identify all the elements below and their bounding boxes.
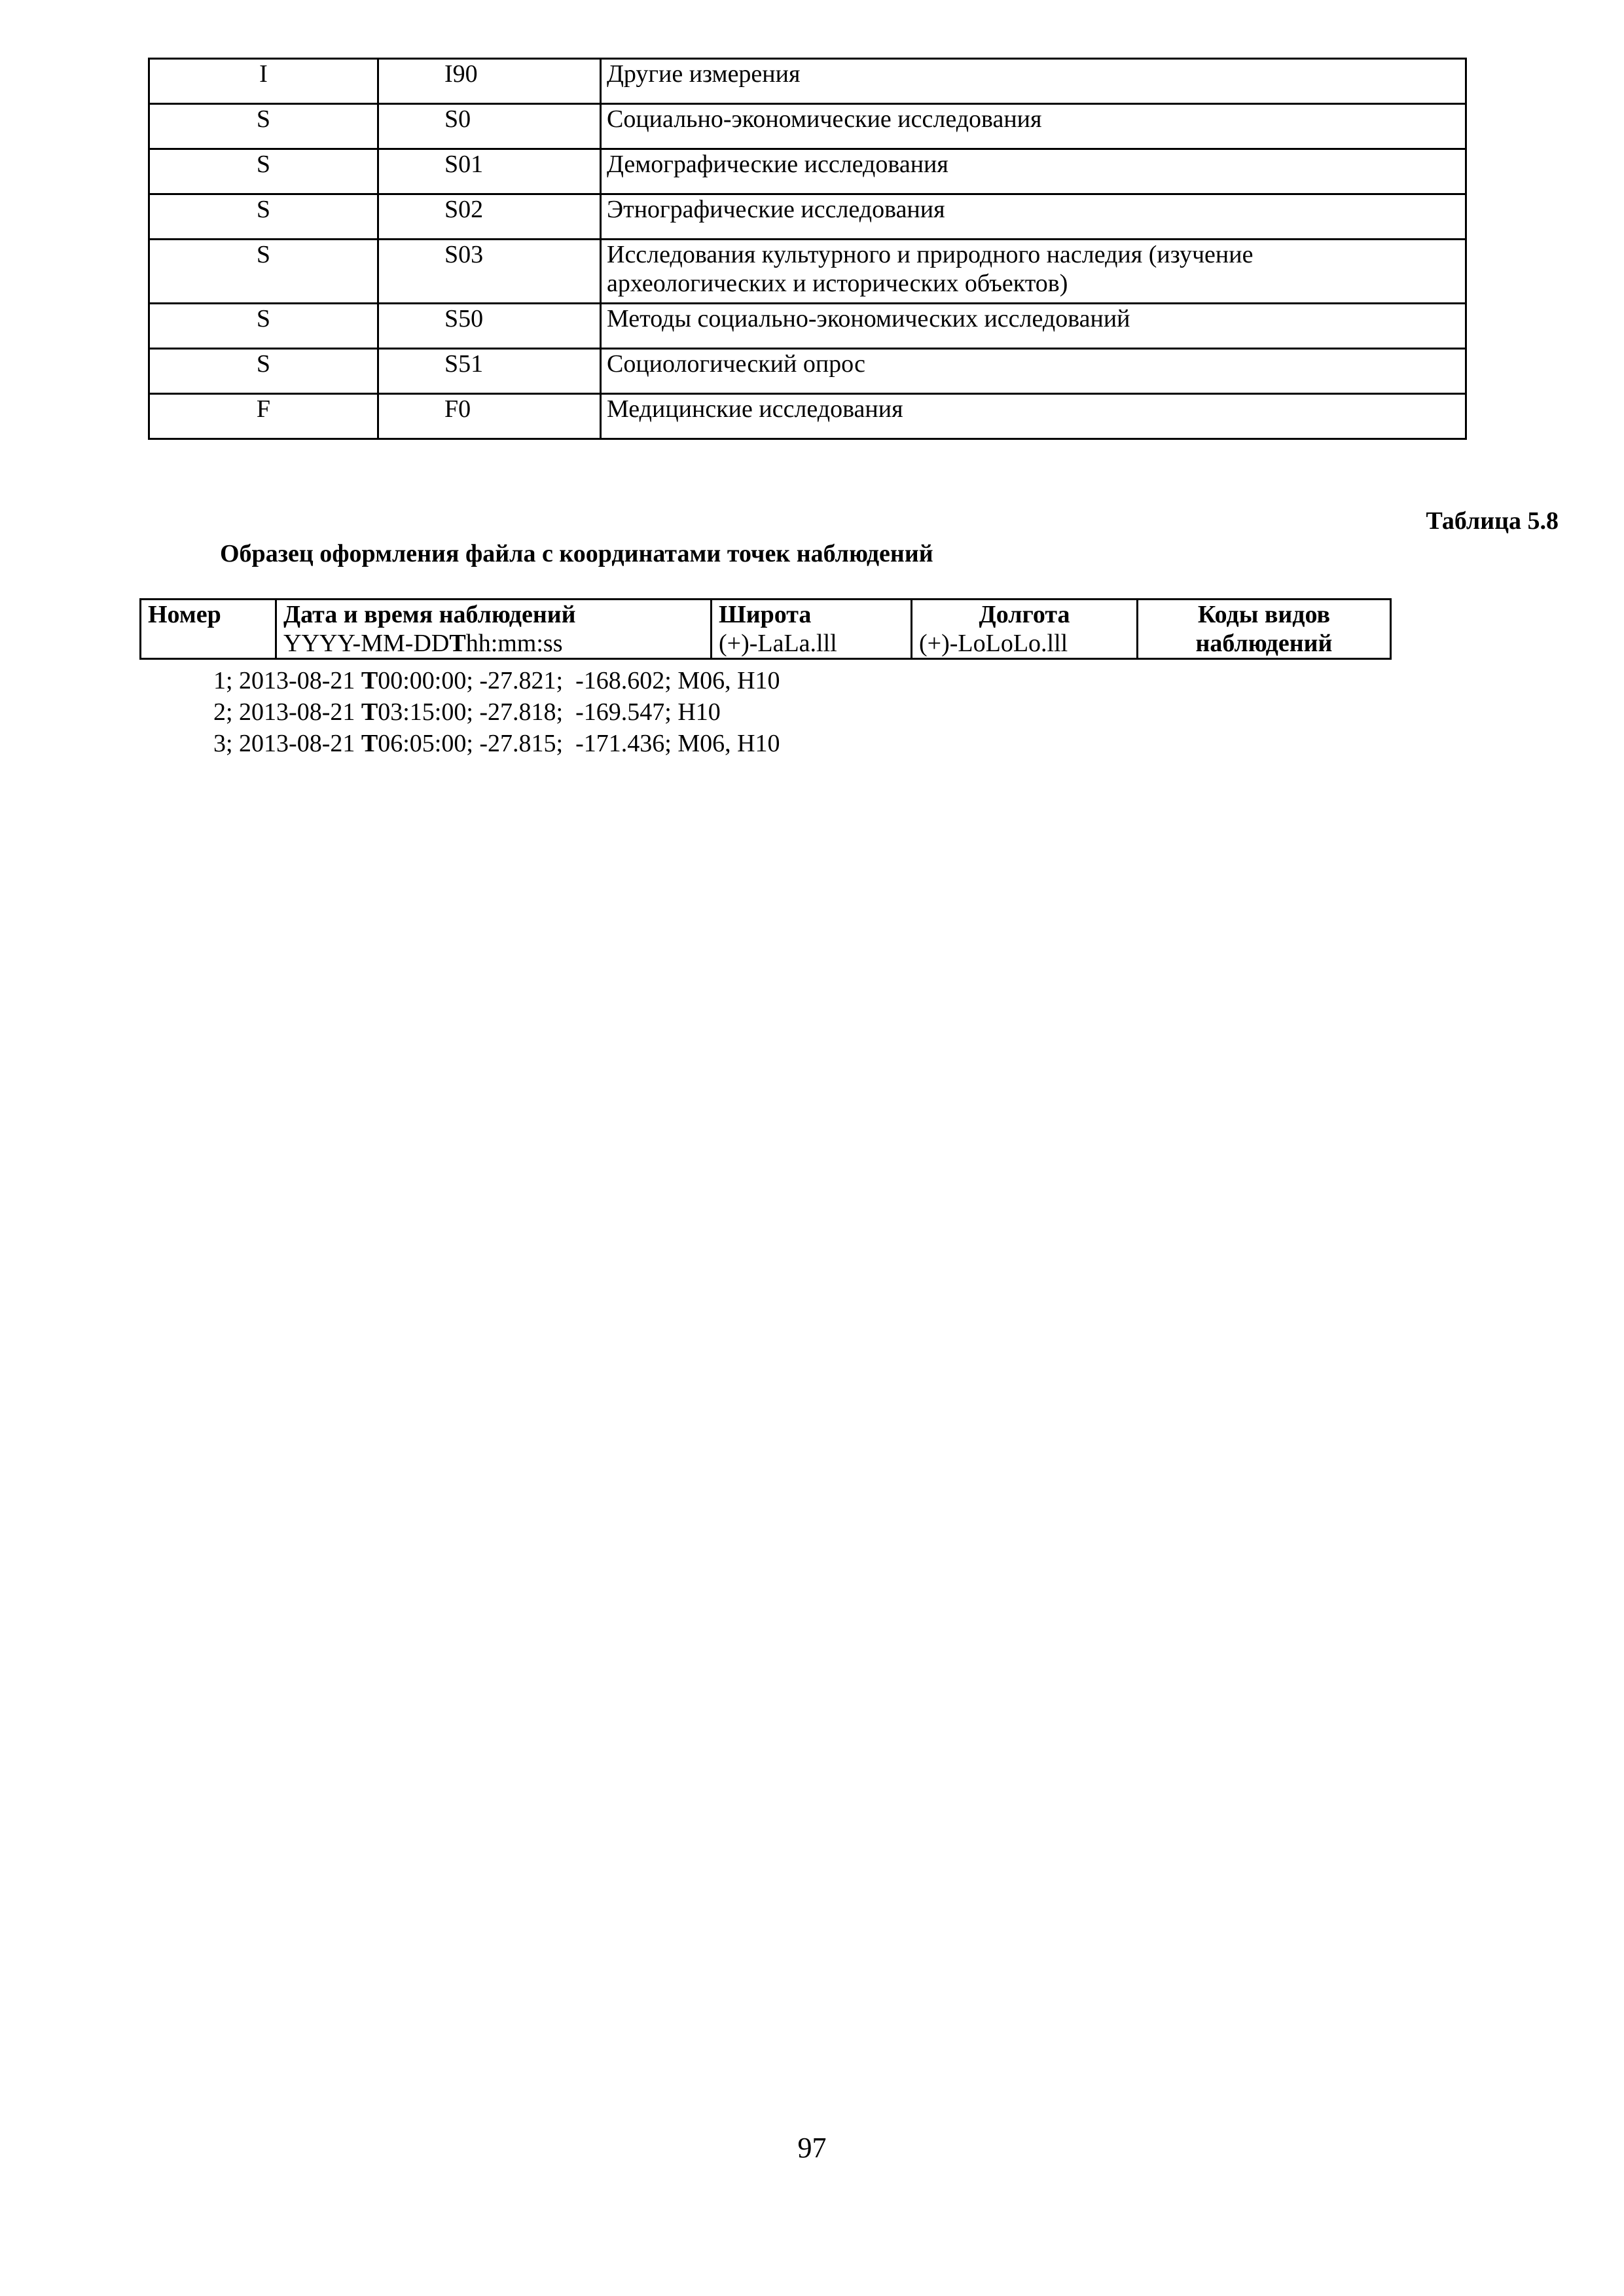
codes-row [149,149,1466,194]
codes-row [149,394,1466,439]
description-cell: Медицинские исследования [601,394,1466,439]
codes-row [149,304,1466,349]
description-line-2: археологических и исторических объектов) [607,270,1068,297]
group-cell: S [149,194,378,240]
codes-row [149,104,1466,149]
longitude-header [912,600,1138,659]
page-number: 97 [797,2132,827,2164]
code-cell: S50 [378,304,601,349]
code-cell: S03 [378,240,601,304]
codes-header [1138,600,1391,659]
sample-line [213,696,721,728]
description-line-1: Исследования культурного и природного наследия (изучение [607,241,1254,268]
format-header-row [141,600,1391,659]
latitude-title: Широта [719,601,812,628]
sample-line [213,665,780,696]
code-cell: I90 [378,59,601,104]
longitude-title: Долгота [979,601,1070,628]
latitude-header [712,600,912,659]
format-table [139,598,1392,660]
sample-prefix: 2; 2013-08-21 [213,698,361,726]
description-cell: Социологический опрос [601,349,1466,394]
description-cell: Демографические исследования [601,149,1466,194]
latitude-format: (+)-LaLa.lll [719,630,837,657]
codes-title-2: наблюдений [1195,630,1333,657]
group-cell: I [149,59,378,104]
codes-row [149,240,1466,304]
sample-rest: 00:00:00; -27.821; -168.602; M06, H10 [378,667,780,694]
sample-t: T [361,667,378,694]
table-number: Таблица 5.8 [1426,507,1559,535]
group-cell: S [149,349,378,394]
sample-t: T [361,698,378,726]
longitude-format: (+)-LoLoLo.lll [919,630,1068,657]
sample-line [213,728,780,759]
group-cell: F [149,394,378,439]
group-cell: S [149,304,378,349]
group-cell: S [149,149,378,194]
number-title: Номер [148,601,221,628]
datetime-format-date: YYYY-MM-DD [283,630,450,657]
codes-row [149,349,1466,394]
code-cell: S01 [378,149,601,194]
group-cell: S [149,240,378,304]
datetime-title: Дата и время наблюдений [283,601,576,628]
description-cell: Этнографические исследования [601,194,1466,240]
codes-row [149,194,1466,240]
datetime-format-t: T [449,630,466,657]
code-cell: S02 [378,194,601,240]
sample-t: T [361,730,378,757]
group-cell: S [149,104,378,149]
codes-table [148,58,1467,440]
description-cell: Методы социально-экономических исследований [601,304,1466,349]
datetime-header [276,600,712,659]
number-header [141,600,276,659]
sample-prefix: 3; 2013-08-21 [213,730,361,757]
code-cell: S0 [378,104,601,149]
datetime-format [283,629,704,658]
code-cell: S51 [378,349,601,394]
sample-rest: 03:15:00; -27.818; -169.547; H10 [378,698,721,726]
table-title: Образец оформления файла с координатами точек наблюдений [220,540,933,567]
sample-rest: 06:05:00; -27.815; -171.436; M06, H10 [378,730,780,757]
description-cell [601,240,1466,304]
codes-title-1: Коды видов [1197,601,1331,628]
code-cell: F0 [378,394,601,439]
sample-prefix: 1; 2013-08-21 [213,667,361,694]
description-cell: Социально-экономические исследования [601,104,1466,149]
description-cell: Другие измерения [601,59,1466,104]
codes-row [149,59,1466,104]
datetime-format-time: hh:mm:ss [465,630,563,657]
